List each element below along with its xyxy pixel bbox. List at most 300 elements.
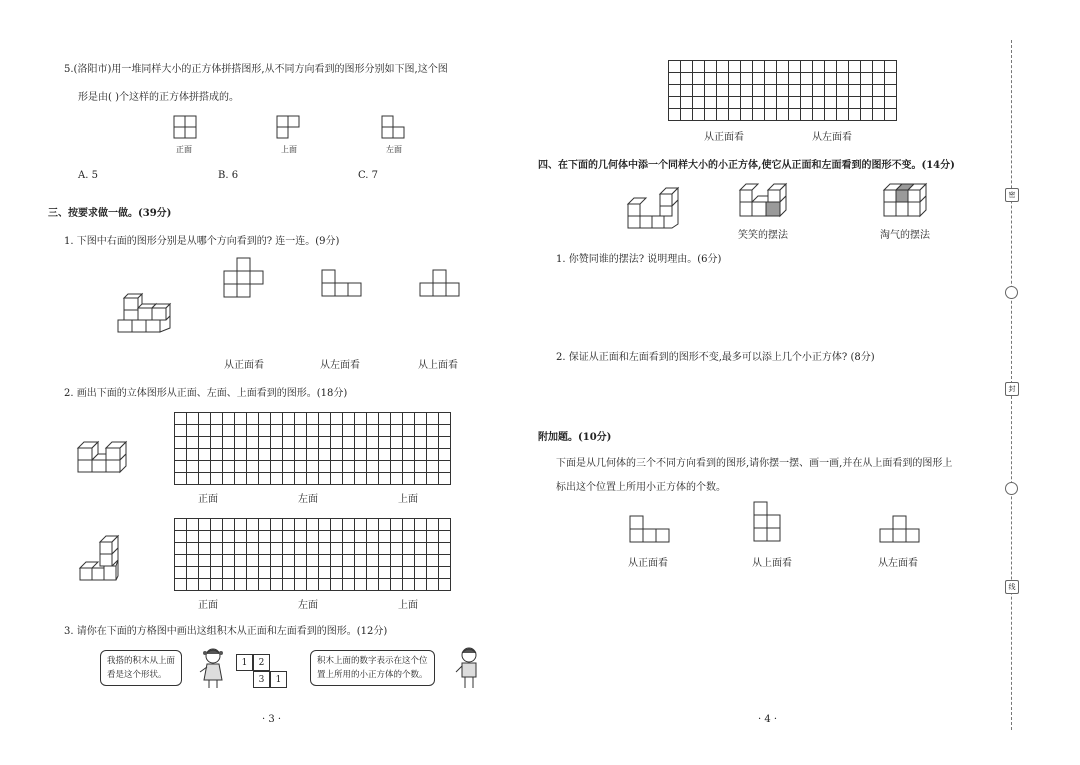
grid-cell[interactable] [753, 97, 765, 109]
grid-cell[interactable] [765, 61, 777, 73]
grid-cell[interactable] [187, 425, 199, 437]
grid-cell[interactable] [223, 461, 235, 473]
grid-cell[interactable] [259, 567, 271, 579]
grid-cell[interactable] [247, 519, 259, 531]
grid-cell[interactable] [693, 109, 705, 121]
grid-cell[interactable] [439, 473, 451, 485]
grid-cell[interactable] [861, 73, 873, 85]
grid-cell[interactable] [873, 85, 885, 97]
grid-cell[interactable] [391, 567, 403, 579]
grid-cell[interactable] [801, 85, 813, 97]
grid-cell[interactable] [343, 519, 355, 531]
grid-cell[interactable] [379, 473, 391, 485]
grid-cell[interactable] [175, 543, 187, 555]
grid-cell[interactable] [681, 73, 693, 85]
s3-q2-grid-b[interactable] [174, 518, 450, 592]
grid-cell[interactable] [355, 543, 367, 555]
grid-cell[interactable] [415, 567, 427, 579]
grid-cell[interactable] [391, 579, 403, 591]
grid-cell[interactable] [319, 461, 331, 473]
grid-cell[interactable] [669, 73, 681, 85]
grid-cell[interactable] [705, 61, 717, 73]
grid-cell[interactable] [331, 437, 343, 449]
grid-cell[interactable] [427, 579, 439, 591]
grid-cell[interactable] [403, 437, 415, 449]
grid-cell[interactable] [307, 567, 319, 579]
grid-cell[interactable] [331, 531, 343, 543]
grid-cell[interactable] [295, 449, 307, 461]
grid-cell[interactable] [343, 413, 355, 425]
grid-cell[interactable] [175, 519, 187, 531]
grid-cell[interactable] [439, 413, 451, 425]
grid-cell[interactable] [813, 61, 825, 73]
grid-cell[interactable] [211, 425, 223, 437]
grid-cell[interactable] [669, 61, 681, 73]
grid-cell[interactable] [789, 61, 801, 73]
grid-cell[interactable] [355, 425, 367, 437]
grid-cell[interactable] [415, 461, 427, 473]
grid-cell[interactable] [873, 61, 885, 73]
grid-cell[interactable] [271, 567, 283, 579]
grid-cell[interactable] [271, 555, 283, 567]
grid-cell[interactable] [319, 449, 331, 461]
grid-cell[interactable] [885, 109, 897, 121]
grid-cell[interactable] [307, 425, 319, 437]
grid-cell[interactable] [199, 555, 211, 567]
grid-cell[interactable] [187, 449, 199, 461]
grid-cell[interactable] [439, 579, 451, 591]
grid-cell[interactable] [235, 473, 247, 485]
grid-cell[interactable] [343, 531, 355, 543]
grid-cell[interactable] [259, 519, 271, 531]
grid-cell[interactable] [765, 73, 777, 85]
grid-cell[interactable] [681, 85, 693, 97]
grid-cell[interactable] [199, 579, 211, 591]
grid-cell[interactable] [403, 555, 415, 567]
grid-cell[interactable] [717, 85, 729, 97]
grid-cell[interactable] [789, 73, 801, 85]
grid-cell[interactable] [187, 531, 199, 543]
grid-cell[interactable] [705, 73, 717, 85]
grid-cell[interactable] [259, 579, 271, 591]
grid-cell[interactable] [777, 85, 789, 97]
grid-cell[interactable] [175, 555, 187, 567]
grid-cell[interactable] [343, 567, 355, 579]
grid-cell[interactable] [331, 567, 343, 579]
grid-cell[interactable] [741, 109, 753, 121]
grid-cell[interactable] [223, 543, 235, 555]
grid-cell[interactable] [753, 109, 765, 121]
grid-cell[interactable] [427, 567, 439, 579]
grid-cell[interactable] [211, 437, 223, 449]
grid-cell[interactable] [885, 73, 897, 85]
grid-cell[interactable] [319, 413, 331, 425]
grid-cell[interactable] [367, 425, 379, 437]
grid-cell[interactable] [295, 543, 307, 555]
grid-cell[interactable] [367, 449, 379, 461]
grid-cell[interactable] [223, 449, 235, 461]
grid-cell[interactable] [259, 543, 271, 555]
grid-cell[interactable] [849, 61, 861, 73]
grid-cell[interactable] [391, 555, 403, 567]
grid-cell[interactable] [379, 461, 391, 473]
grid-cell[interactable] [813, 97, 825, 109]
grid-cell[interactable] [801, 109, 813, 121]
grid-cell[interactable] [247, 567, 259, 579]
grid-cell[interactable] [379, 555, 391, 567]
grid-cell[interactable] [403, 449, 415, 461]
grid-cell[interactable] [427, 531, 439, 543]
grid-cell[interactable] [439, 555, 451, 567]
grid-cell[interactable] [283, 555, 295, 567]
grid-cell[interactable] [427, 449, 439, 461]
grid-cell[interactable] [355, 437, 367, 449]
grid-cell[interactable] [705, 109, 717, 121]
grid-cell[interactable] [439, 543, 451, 555]
grid-cell[interactable] [873, 97, 885, 109]
grid-cell[interactable] [187, 519, 199, 531]
grid-cell[interactable] [861, 85, 873, 97]
grid-cell[interactable] [307, 473, 319, 485]
grid-cell[interactable] [729, 85, 741, 97]
grid-cell[interactable] [235, 425, 247, 437]
grid-cell[interactable] [825, 109, 837, 121]
grid-cell[interactable] [427, 425, 439, 437]
grid-cell[interactable] [885, 61, 897, 73]
grid-cell[interactable] [235, 461, 247, 473]
grid-cell[interactable] [307, 449, 319, 461]
grid-cell[interactable] [175, 413, 187, 425]
grid-cell[interactable] [837, 109, 849, 121]
grid-cell[interactable] [367, 461, 379, 473]
grid-cell[interactable] [717, 73, 729, 85]
grid-cell[interactable] [355, 555, 367, 567]
grid-cell[interactable] [403, 567, 415, 579]
grid-cell[interactable] [741, 61, 753, 73]
right-answer-grid[interactable] [668, 60, 896, 126]
grid-cell[interactable] [849, 97, 861, 109]
grid-cell[interactable] [295, 531, 307, 543]
grid-cell[interactable] [343, 425, 355, 437]
grid-cell[interactable] [355, 531, 367, 543]
grid-cell[interactable] [885, 97, 897, 109]
grid-cell[interactable] [681, 61, 693, 73]
grid-cell[interactable] [427, 461, 439, 473]
grid-cell[interactable] [187, 461, 199, 473]
grid-cell[interactable] [439, 449, 451, 461]
grid-cell[interactable] [247, 531, 259, 543]
grid-cell[interactable] [873, 109, 885, 121]
grid-cell[interactable] [259, 473, 271, 485]
grid-cell[interactable] [295, 473, 307, 485]
grid-cell[interactable] [427, 437, 439, 449]
grid-cell[interactable] [403, 425, 415, 437]
grid-cell[interactable] [367, 437, 379, 449]
grid-cell[interactable] [331, 413, 343, 425]
grid-cell[interactable] [427, 519, 439, 531]
grid-cell[interactable] [753, 85, 765, 97]
grid-cell[interactable] [403, 461, 415, 473]
s3-q2-grid-a[interactable] [174, 412, 450, 486]
grid-cell[interactable] [753, 73, 765, 85]
grid-cell[interactable] [175, 425, 187, 437]
grid-cell[interactable] [367, 555, 379, 567]
grid-cell[interactable] [271, 473, 283, 485]
grid-cell[interactable] [343, 543, 355, 555]
grid-cell[interactable] [235, 579, 247, 591]
grid-cell[interactable] [187, 543, 199, 555]
grid-cell[interactable] [295, 425, 307, 437]
grid-cell[interactable] [849, 109, 861, 121]
grid-cell[interactable] [439, 437, 451, 449]
grid-cell[interactable] [283, 473, 295, 485]
grid-cell[interactable] [295, 461, 307, 473]
grid-cell[interactable] [837, 61, 849, 73]
grid-cell[interactable] [343, 555, 355, 567]
grid-cell[interactable] [283, 413, 295, 425]
grid-cell[interactable] [693, 85, 705, 97]
grid-cell[interactable] [259, 437, 271, 449]
grid-cell[interactable] [681, 97, 693, 109]
grid-cell[interactable] [391, 425, 403, 437]
grid-cell[interactable] [271, 449, 283, 461]
grid-cell[interactable] [259, 413, 271, 425]
grid-cell[interactable] [427, 543, 439, 555]
grid-cell[interactable] [379, 519, 391, 531]
grid-cell[interactable] [199, 413, 211, 425]
grid-cell[interactable] [211, 555, 223, 567]
grid-cell[interactable] [175, 461, 187, 473]
grid-cell[interactable] [379, 449, 391, 461]
grid-cell[interactable] [343, 449, 355, 461]
grid-cell[interactable] [295, 555, 307, 567]
grid-cell[interactable] [873, 73, 885, 85]
grid-cell[interactable] [379, 437, 391, 449]
grid-cell[interactable] [247, 543, 259, 555]
grid-cell[interactable] [415, 519, 427, 531]
grid-cell[interactable] [753, 61, 765, 73]
grid-cell[interactable] [415, 425, 427, 437]
grid-cell[interactable] [211, 543, 223, 555]
grid-cell[interactable] [729, 109, 741, 121]
grid-cell[interactable] [705, 85, 717, 97]
grid-cell[interactable] [427, 473, 439, 485]
grid-cell[interactable] [343, 473, 355, 485]
grid-cell[interactable] [247, 461, 259, 473]
grid-cell[interactable] [415, 579, 427, 591]
grid-cell[interactable] [319, 473, 331, 485]
grid-cell[interactable] [403, 543, 415, 555]
grid-cell[interactable] [211, 413, 223, 425]
grid-cell[interactable] [259, 449, 271, 461]
grid-cell[interactable] [813, 109, 825, 121]
grid-cell[interactable] [295, 437, 307, 449]
grid-cell[interactable] [307, 531, 319, 543]
grid-cell[interactable] [223, 567, 235, 579]
grid-cell[interactable] [355, 579, 367, 591]
grid-cell[interactable] [693, 97, 705, 109]
grid-cell[interactable] [355, 473, 367, 485]
grid-cell[interactable] [283, 449, 295, 461]
grid-cell[interactable] [271, 461, 283, 473]
grid-cell[interactable] [307, 519, 319, 531]
grid-cell[interactable] [247, 425, 259, 437]
grid-cell[interactable] [331, 461, 343, 473]
grid-cell[interactable] [283, 519, 295, 531]
grid-cell[interactable] [391, 531, 403, 543]
grid-cell[interactable] [415, 449, 427, 461]
grid-cell[interactable] [331, 543, 343, 555]
grid-cell[interactable] [741, 73, 753, 85]
grid-cell[interactable] [391, 543, 403, 555]
grid-cell[interactable] [379, 579, 391, 591]
grid-cell[interactable] [403, 473, 415, 485]
grid-cell[interactable] [235, 449, 247, 461]
q5-option-a[interactable]: A. 5 [78, 170, 98, 181]
grid-cell[interactable] [681, 109, 693, 121]
q5-option-b[interactable]: B. 6 [218, 170, 239, 181]
grid-cell[interactable] [837, 97, 849, 109]
grid-cell[interactable] [175, 449, 187, 461]
grid-cell[interactable] [187, 473, 199, 485]
grid-cell[interactable] [331, 555, 343, 567]
grid-cell[interactable] [693, 73, 705, 85]
grid-cell[interactable] [367, 413, 379, 425]
grid-cell[interactable] [235, 531, 247, 543]
grid-cell[interactable] [235, 555, 247, 567]
grid-cell[interactable] [331, 473, 343, 485]
grid-cell[interactable] [283, 531, 295, 543]
grid-cell[interactable] [283, 425, 295, 437]
grid-cell[interactable] [391, 413, 403, 425]
grid-cell[interactable] [175, 567, 187, 579]
grid-cell[interactable] [367, 473, 379, 485]
grid-cell[interactable] [307, 461, 319, 473]
q5-option-c[interactable]: C. 7 [358, 170, 379, 181]
grid-cell[interactable] [741, 85, 753, 97]
grid-cell[interactable] [223, 413, 235, 425]
grid-cell[interactable] [307, 543, 319, 555]
grid-cell[interactable] [295, 579, 307, 591]
grid-cell[interactable] [211, 519, 223, 531]
grid-cell[interactable] [367, 531, 379, 543]
grid-cell[interactable] [223, 579, 235, 591]
grid-cell[interactable] [427, 555, 439, 567]
grid-cell[interactable] [669, 97, 681, 109]
grid-cell[interactable] [211, 473, 223, 485]
grid-cell[interactable] [777, 109, 789, 121]
grid-cell[interactable] [235, 437, 247, 449]
grid-cell[interactable] [741, 97, 753, 109]
grid-cell[interactable] [439, 425, 451, 437]
grid-cell[interactable] [705, 97, 717, 109]
grid-cell[interactable] [271, 531, 283, 543]
grid-cell[interactable] [849, 73, 861, 85]
grid-cell[interactable] [367, 543, 379, 555]
grid-cell[interactable] [187, 555, 199, 567]
grid-cell[interactable] [259, 555, 271, 567]
grid-cell[interactable] [391, 473, 403, 485]
grid-cell[interactable] [235, 567, 247, 579]
grid-cell[interactable] [355, 449, 367, 461]
grid-cell[interactable] [175, 531, 187, 543]
grid-cell[interactable] [765, 85, 777, 97]
grid-cell[interactable] [247, 437, 259, 449]
grid-cell[interactable] [391, 449, 403, 461]
grid-cell[interactable] [283, 567, 295, 579]
grid-cell[interactable] [271, 425, 283, 437]
grid-cell[interactable] [199, 425, 211, 437]
grid-cell[interactable] [211, 579, 223, 591]
grid-cell[interactable] [211, 531, 223, 543]
grid-cell[interactable] [379, 567, 391, 579]
grid-cell[interactable] [331, 425, 343, 437]
grid-cell[interactable] [223, 531, 235, 543]
grid-cell[interactable] [415, 473, 427, 485]
grid-cell[interactable] [801, 73, 813, 85]
grid-cell[interactable] [439, 567, 451, 579]
grid-cell[interactable] [861, 61, 873, 73]
grid-cell[interactable] [801, 97, 813, 109]
grid-cell[interactable] [729, 73, 741, 85]
grid-cell[interactable] [223, 425, 235, 437]
grid-cell[interactable] [379, 543, 391, 555]
grid-cell[interactable] [319, 543, 331, 555]
grid-cell[interactable] [343, 579, 355, 591]
grid-cell[interactable] [885, 85, 897, 97]
grid-cell[interactable] [415, 555, 427, 567]
grid-cell[interactable] [391, 519, 403, 531]
grid-cell[interactable] [319, 579, 331, 591]
grid-cell[interactable] [175, 473, 187, 485]
grid-cell[interactable] [729, 97, 741, 109]
grid-cell[interactable] [415, 437, 427, 449]
grid-cell[interactable] [415, 543, 427, 555]
grid-cell[interactable] [199, 461, 211, 473]
grid-cell[interactable] [223, 473, 235, 485]
grid-cell[interactable] [307, 555, 319, 567]
grid-cell[interactable] [367, 567, 379, 579]
grid-cell[interactable] [669, 109, 681, 121]
grid-cell[interactable] [439, 519, 451, 531]
grid-cell[interactable] [765, 109, 777, 121]
grid-cell[interactable] [235, 543, 247, 555]
grid-cell[interactable] [367, 519, 379, 531]
grid-cell[interactable] [223, 519, 235, 531]
grid-cell[interactable] [777, 97, 789, 109]
grid-cell[interactable] [199, 437, 211, 449]
grid-cell[interactable] [403, 519, 415, 531]
grid-cell[interactable] [379, 531, 391, 543]
grid-cell[interactable] [271, 579, 283, 591]
grid-cell[interactable] [777, 73, 789, 85]
grid-cell[interactable] [415, 413, 427, 425]
grid-cell[interactable] [187, 567, 199, 579]
grid-cell[interactable] [187, 579, 199, 591]
grid-cell[interactable] [247, 413, 259, 425]
grid-cell[interactable] [295, 567, 307, 579]
grid-cell[interactable] [355, 519, 367, 531]
grid-cell[interactable] [861, 97, 873, 109]
grid-cell[interactable] [235, 413, 247, 425]
grid-cell[interactable] [223, 555, 235, 567]
grid-cell[interactable] [307, 579, 319, 591]
grid-cell[interactable] [199, 543, 211, 555]
grid-cell[interactable] [765, 97, 777, 109]
grid-cell[interactable] [319, 437, 331, 449]
grid-cell[interactable] [861, 109, 873, 121]
grid-cell[interactable] [211, 449, 223, 461]
